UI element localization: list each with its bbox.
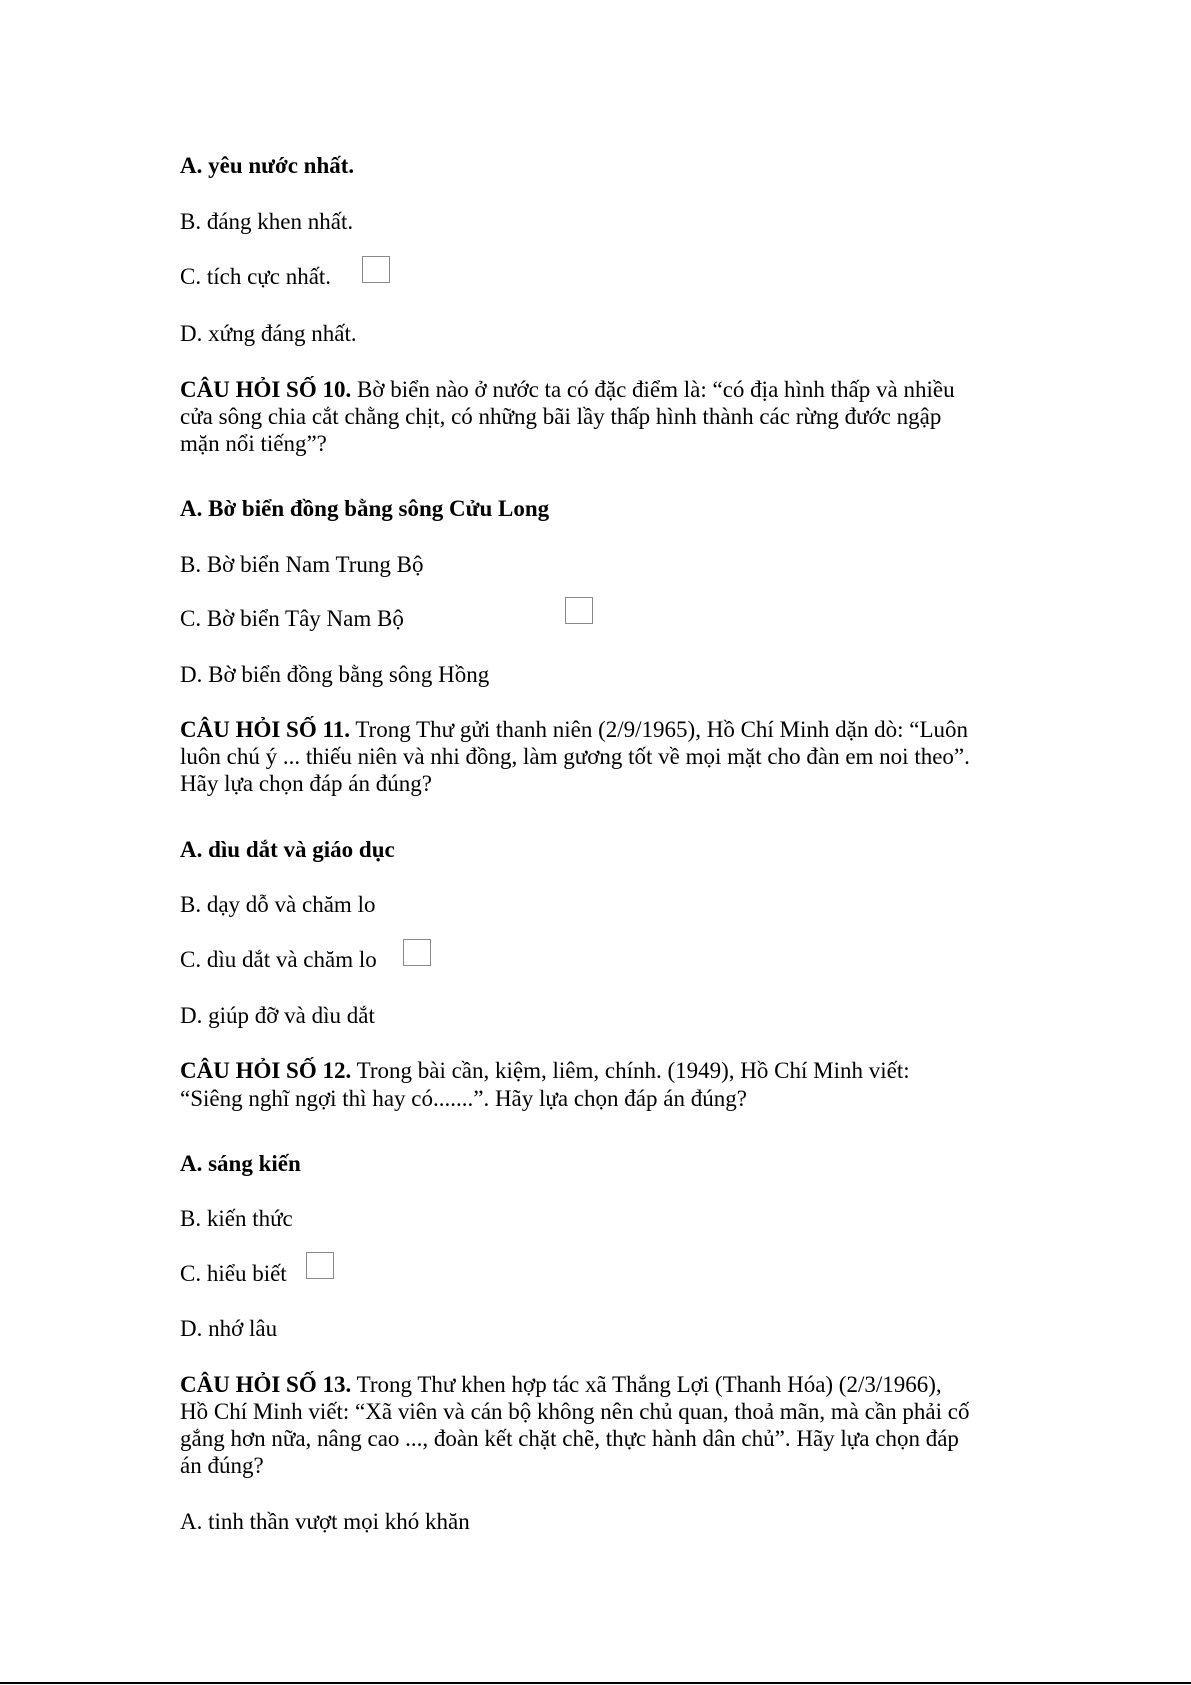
q11-question-line-3: Hãy lựa chọn đáp án đúng? — [180, 771, 432, 796]
page-bottom-border — [0, 1682, 1191, 1684]
q10-option-b: B. Bờ biển Nam Trung Bộ — [180, 552, 424, 577]
q12-label: CÂU HỎI SỐ 12. — [180, 1058, 352, 1083]
q10-question-line-3: mặn nổi tiếng”? — [180, 431, 327, 456]
q11-question-line-2: luôn chú ý ... thiếu niên và nhi đồng, làm gương tốt về mọi mặt cho đàn em noi theo”. — [180, 744, 970, 769]
q13-question-line-4: án đúng? — [180, 1453, 264, 1478]
q10-option-d: D. Bờ biển đồng bằng sông Hồng — [180, 662, 490, 687]
q13-question-line-2: Hồ Chí Minh viết: “Xã viên và cán bộ không nên chủ quan, thoả mãn, mà cần phải cố — [180, 1399, 970, 1424]
q9-option-c: C. tích cực nhất. — [180, 264, 332, 289]
q12-option-d: D. nhớ lâu — [180, 1316, 278, 1341]
q10-option-a-correct: A. Bờ biển đồng bằng sông Cửu Long — [180, 496, 550, 521]
q10-option-c: C. Bờ biển Tây Nam Bộ — [180, 606, 404, 631]
q9-option-a-correct: A. yêu nước nhất. — [180, 153, 355, 178]
q13-option-a: A. tinh thần vượt mọi khó khăn — [180, 1509, 470, 1534]
q12-option-a-correct: A. sáng kiến — [180, 1151, 301, 1176]
q12-option-c: C. hiểu biết — [180, 1261, 287, 1286]
q13-question-line-1: CÂU HỎI SỐ 13. Trong Thư khen hợp tác xã Thắng Lợi (Thanh Hóa) (2/3/1966), — [180, 1372, 942, 1397]
q12-answer-checkbox[interactable] — [306, 1252, 334, 1279]
q11-option-c: C. dìu dắt và chăm lo — [180, 947, 377, 972]
q11-label: CÂU HỎI SỐ 11. — [180, 717, 350, 742]
q11-question-line-1: CÂU HỎI SỐ 11. Trong Thư gửi thanh niên (2/9/1965), Hồ Chí Minh dặn dò: “Luôn — [180, 717, 969, 742]
q9-answer-checkbox[interactable] — [362, 256, 390, 283]
q9-option-d: D. xứng đáng nhất. — [180, 321, 357, 346]
q11-answer-checkbox[interactable] — [403, 939, 431, 966]
q10-answer-checkbox[interactable] — [565, 597, 593, 624]
q10-question-line-1: CÂU HỎI SỐ 10. Bờ biển nào ở nước ta có đặc điểm là: “có địa hình thấp và nhiều — [180, 377, 955, 402]
q11-option-b: B. dạy dỗ và chăm lo — [180, 892, 376, 917]
q12-question-line-2: “Siêng nghĩ ngợi thì hay có.......”. Hãy lựa chọn đáp án đúng? — [180, 1086, 747, 1111]
q10-question-line-2: cửa sông chia cắt chằng chịt, có những bãi lầy thấp hình thành các rừng đước ngập — [180, 404, 942, 429]
q13-label: CÂU HỎI SỐ 13. — [180, 1372, 352, 1397]
q11-option-a-correct: A. dìu dắt và giáo dục — [180, 837, 395, 862]
q11-option-d: D. giúp đỡ và dìu dắt — [180, 1003, 375, 1028]
q13-question-line-3: gắng hơn nữa, nâng cao ..., đoàn kết chặt chẽ, thực hành dân chủ”. Hãy lựa chọn đáp — [180, 1426, 959, 1451]
q9-option-b: B. đáng khen nhất. — [180, 209, 354, 234]
q12-question-line-1: CÂU HỎI SỐ 12. Trong bài cần, kiệm, liêm, chính. (1949), Hồ Chí Minh viết: — [180, 1058, 910, 1083]
q10-label: CÂU HỎI SỐ 10. — [180, 377, 352, 402]
q12-option-b: B. kiến thức — [180, 1206, 293, 1231]
